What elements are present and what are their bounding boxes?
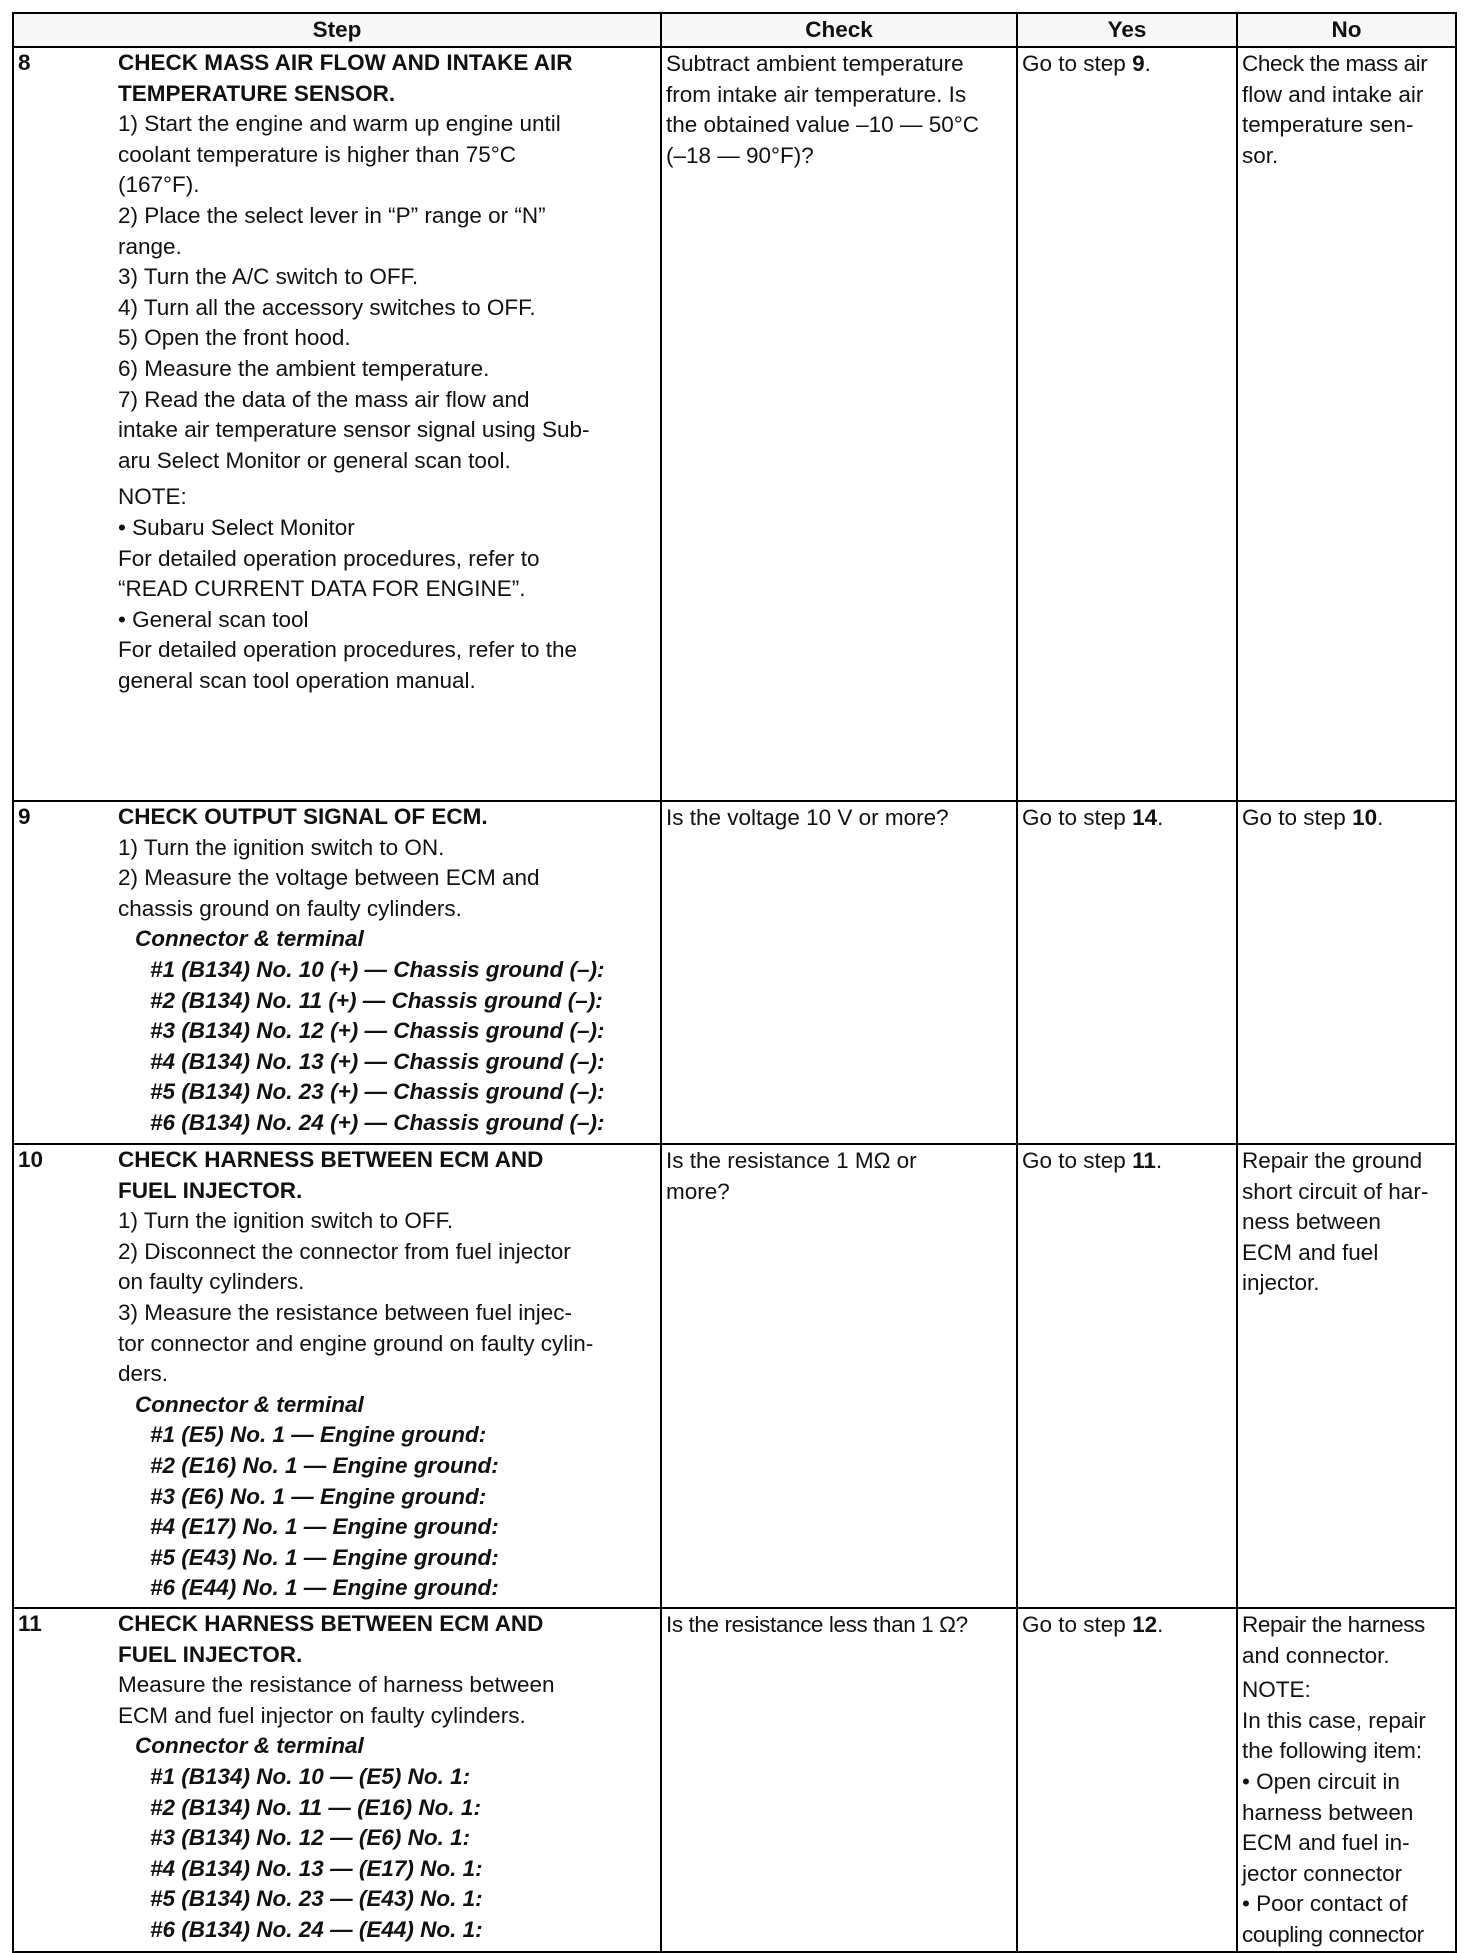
header-check: Check bbox=[661, 13, 1017, 47]
no-cell bbox=[1237, 47, 1456, 801]
yes-suffix: . bbox=[1144, 51, 1151, 76]
header-no: No bbox=[1237, 13, 1456, 47]
step-body bbox=[118, 1145, 660, 1604]
no-cell bbox=[1237, 1144, 1456, 1608]
check-cell bbox=[661, 1144, 1017, 1608]
step-line: 7) Read the data of the mass air flow and bbox=[118, 386, 530, 412]
connector-heading: Connector & terminal bbox=[135, 1391, 364, 1417]
table-row-step-9 bbox=[13, 801, 1456, 1144]
note-line: For detailed operation procedures, refer to the bbox=[118, 637, 578, 663]
no-step-link[interactable]: 10 bbox=[1352, 805, 1378, 830]
diagnostic-table bbox=[12, 12, 1457, 1953]
step-line: 4) Turn all the accessory switches to OFF. bbox=[118, 294, 536, 320]
check-line: more? bbox=[666, 1178, 730, 1204]
no-line: short circuit of har- bbox=[1242, 1178, 1429, 1204]
step-line: 3) Measure the resistance between fuel injec- bbox=[118, 1299, 572, 1325]
connector-terminal: #1 (B134) No. 10 — (E5) No. 1: bbox=[150, 1763, 471, 1789]
step-line: coolant temperature is higher than 75°C bbox=[118, 141, 516, 167]
step-title: CHECK HARNESS BETWEEN ECM AND bbox=[118, 1611, 544, 1636]
no-line: Check the mass air bbox=[1242, 51, 1428, 76]
note-line: “READ CURRENT DATA FOR ENGINE”. bbox=[118, 576, 526, 602]
step-title: CHECK HARNESS BETWEEN ECM AND bbox=[118, 1147, 544, 1172]
no-line: ECM and fuel bbox=[1242, 1239, 1379, 1265]
yes-text: Go to step bbox=[1022, 51, 1133, 76]
connector-terminal: #5 (B134) No. 23 (+) — Chassis ground (–): bbox=[150, 1079, 605, 1105]
step-line: tor connector and engine ground on faulty cylin- bbox=[118, 1330, 594, 1356]
connector-heading: Connector & terminal bbox=[135, 1733, 364, 1759]
table-row-step-11 bbox=[13, 1608, 1456, 1952]
check-line: from intake air temperature. Is bbox=[666, 81, 967, 107]
connector-terminal: #6 (E44) No. 1 — Engine ground: bbox=[150, 1575, 499, 1601]
connector-terminal: #4 (B134) No. 13 (+) — Chassis ground (–): bbox=[150, 1048, 605, 1074]
step-line: 6) Measure the ambient temperature. bbox=[118, 355, 490, 381]
no-line: temperature sen- bbox=[1242, 112, 1414, 138]
yes-step-link[interactable]: 14 bbox=[1132, 805, 1158, 830]
step-cell bbox=[13, 1608, 661, 1952]
no-line: and connector. bbox=[1242, 1642, 1390, 1668]
no-line: sor. bbox=[1242, 142, 1279, 168]
table-row-step-8 bbox=[13, 47, 1456, 801]
connector-terminal: #4 (B134) No. 13 — (E17) No. 1: bbox=[150, 1855, 483, 1881]
header-row bbox=[13, 13, 1456, 47]
connector-terminal: #5 (E43) No. 1 — Engine ground: bbox=[150, 1544, 499, 1570]
yes-text: Go to step bbox=[1022, 805, 1133, 830]
connector-terminal: #6 (B134) No. 24 (+) — Chassis ground (–): bbox=[150, 1109, 605, 1135]
step-line: chassis ground on faulty cylinders. bbox=[118, 895, 462, 921]
no-text: Go to step bbox=[1242, 805, 1353, 830]
note-line: • Poor contact of bbox=[1242, 1891, 1408, 1917]
no-line: Repair the ground bbox=[1242, 1148, 1423, 1173]
no-line: ness between bbox=[1242, 1209, 1381, 1235]
note-line: general scan tool operation manual. bbox=[118, 667, 476, 693]
step-line: 1) Turn the ignition switch to OFF. bbox=[118, 1208, 454, 1234]
step-title: TEMPERATURE SENSOR. bbox=[118, 80, 396, 106]
check-line: Is the resistance 1 MΩ or bbox=[666, 1148, 917, 1173]
step-number: 10 bbox=[18, 1147, 44, 1172]
step-body bbox=[118, 1609, 660, 1946]
yes-cell bbox=[1017, 1608, 1237, 1952]
step-line: 5) Open the front hood. bbox=[118, 325, 351, 351]
note-line: harness between bbox=[1242, 1799, 1414, 1825]
connector-terminal: #2 (E16) No. 1 — Engine ground: bbox=[150, 1452, 499, 1478]
step-line: aru Select Monitor or general scan tool. bbox=[118, 447, 511, 473]
step-line: 2) Measure the voltage between ECM and bbox=[118, 865, 540, 891]
connector-terminal: #5 (B134) No. 23 — (E43) No. 1: bbox=[150, 1886, 483, 1912]
note-line: • General scan tool bbox=[118, 606, 309, 632]
step-title: CHECK OUTPUT SIGNAL OF ECM. bbox=[118, 804, 488, 829]
step-line: 2) Disconnect the connector from fuel injector bbox=[118, 1238, 571, 1264]
no-suffix: . bbox=[1377, 805, 1384, 830]
check-cell bbox=[661, 801, 1017, 1144]
no-line: flow and intake air bbox=[1242, 81, 1424, 107]
yes-step-link[interactable]: 11 bbox=[1132, 1148, 1156, 1173]
step-cell bbox=[13, 47, 661, 801]
note-line: jector connector bbox=[1242, 1860, 1403, 1886]
step-line: 2) Place the select lever in “P” range or “N” bbox=[118, 202, 546, 228]
note-line: coupling connector bbox=[1242, 1921, 1424, 1947]
yes-text: Go to step bbox=[1022, 1612, 1133, 1637]
step-body bbox=[118, 802, 660, 1139]
step-body bbox=[118, 48, 660, 696]
step-line: 1) Turn the ignition switch to ON. bbox=[118, 834, 445, 860]
yes-text: Go to step bbox=[1022, 1148, 1133, 1173]
step-title: CHECK MASS AIR FLOW AND INTAKE AIR bbox=[118, 50, 573, 75]
step-number: 8 bbox=[18, 50, 31, 75]
connector-terminal: #4 (E17) No. 1 — Engine ground: bbox=[150, 1514, 499, 1540]
note-heading: NOTE: bbox=[1242, 1677, 1311, 1703]
note-line: ECM and fuel in- bbox=[1242, 1830, 1410, 1856]
step-number: 11 bbox=[18, 1611, 42, 1636]
check-line: the obtained value –10 — 50°C bbox=[666, 112, 979, 138]
yes-cell bbox=[1017, 47, 1237, 801]
step-line: (167°F). bbox=[118, 172, 200, 198]
connector-terminal: #3 (E6) No. 1 — Engine ground: bbox=[150, 1483, 487, 1509]
connector-terminal: #2 (B134) No. 11 — (E16) No. 1: bbox=[150, 1794, 481, 1820]
table-row-step-10 bbox=[13, 1144, 1456, 1608]
step-title: FUEL INJECTOR. bbox=[118, 1641, 303, 1667]
yes-cell bbox=[1017, 1144, 1237, 1608]
note-line: In this case, repair bbox=[1242, 1707, 1426, 1733]
connector-terminal: #1 (E5) No. 1 — Engine ground: bbox=[150, 1422, 487, 1448]
connector-terminal: #2 (B134) No. 11 (+) — Chassis ground (–): bbox=[150, 987, 603, 1013]
connector-terminal: #6 (B134) No. 24 — (E44) No. 1: bbox=[150, 1916, 483, 1942]
yes-cell bbox=[1017, 801, 1237, 1144]
note-line: the following item: bbox=[1242, 1738, 1423, 1764]
step-line: 1) Start the engine and warm up engine until bbox=[118, 111, 561, 137]
connector-terminal: #3 (B134) No. 12 (+) — Chassis ground (–): bbox=[150, 1018, 605, 1044]
step-number: 9 bbox=[18, 804, 31, 829]
connector-terminal: #1 (B134) No. 10 (+) — Chassis ground (–): bbox=[150, 956, 605, 982]
step-cell bbox=[13, 801, 661, 1144]
no-line: Repair the harness bbox=[1242, 1612, 1425, 1637]
yes-step-link[interactable]: 9 bbox=[1132, 51, 1145, 76]
step-title: FUEL INJECTOR. bbox=[118, 1177, 303, 1203]
yes-suffix: . bbox=[1155, 1148, 1163, 1173]
check-cell bbox=[661, 1608, 1017, 1952]
step-line: ECM and fuel injector on faulty cylinders. bbox=[118, 1702, 526, 1728]
yes-suffix: . bbox=[1157, 1612, 1164, 1637]
header-step: Step bbox=[13, 13, 661, 47]
note-line: • Open circuit in bbox=[1242, 1768, 1400, 1794]
note-line: • Subaru Select Monitor bbox=[118, 514, 355, 540]
header-yes: Yes bbox=[1017, 13, 1237, 47]
no-line: injector. bbox=[1242, 1270, 1320, 1296]
check-line: Is the voltage 10 V or more? bbox=[666, 805, 949, 830]
step-line: Measure the resistance of harness between bbox=[118, 1672, 555, 1698]
note-line: For detailed operation procedures, refer to bbox=[118, 545, 540, 571]
note-heading: NOTE: bbox=[118, 484, 187, 510]
check-line: Is the resistance less than 1 Ω? bbox=[666, 1612, 968, 1637]
step-line: 3) Turn the A/C switch to OFF. bbox=[118, 264, 419, 290]
step-line: ders. bbox=[118, 1361, 169, 1387]
connector-terminal: #3 (B134) No. 12 — (E6) No. 1: bbox=[150, 1825, 471, 1851]
yes-step-link[interactable]: 12 bbox=[1132, 1612, 1158, 1637]
check-line: Subtract ambient temperature bbox=[666, 51, 964, 76]
step-line: intake air temperature sensor signal using Sub- bbox=[118, 417, 590, 443]
step-line: on faulty cylinders. bbox=[118, 1269, 305, 1295]
no-cell bbox=[1237, 1608, 1456, 1952]
check-line: (–18 — 90°F)? bbox=[666, 142, 814, 168]
yes-suffix: . bbox=[1157, 805, 1164, 830]
check-cell bbox=[661, 47, 1017, 801]
step-cell bbox=[13, 1144, 661, 1608]
connector-heading: Connector & terminal bbox=[135, 926, 364, 952]
step-line: range. bbox=[118, 233, 182, 259]
no-cell bbox=[1237, 801, 1456, 1144]
